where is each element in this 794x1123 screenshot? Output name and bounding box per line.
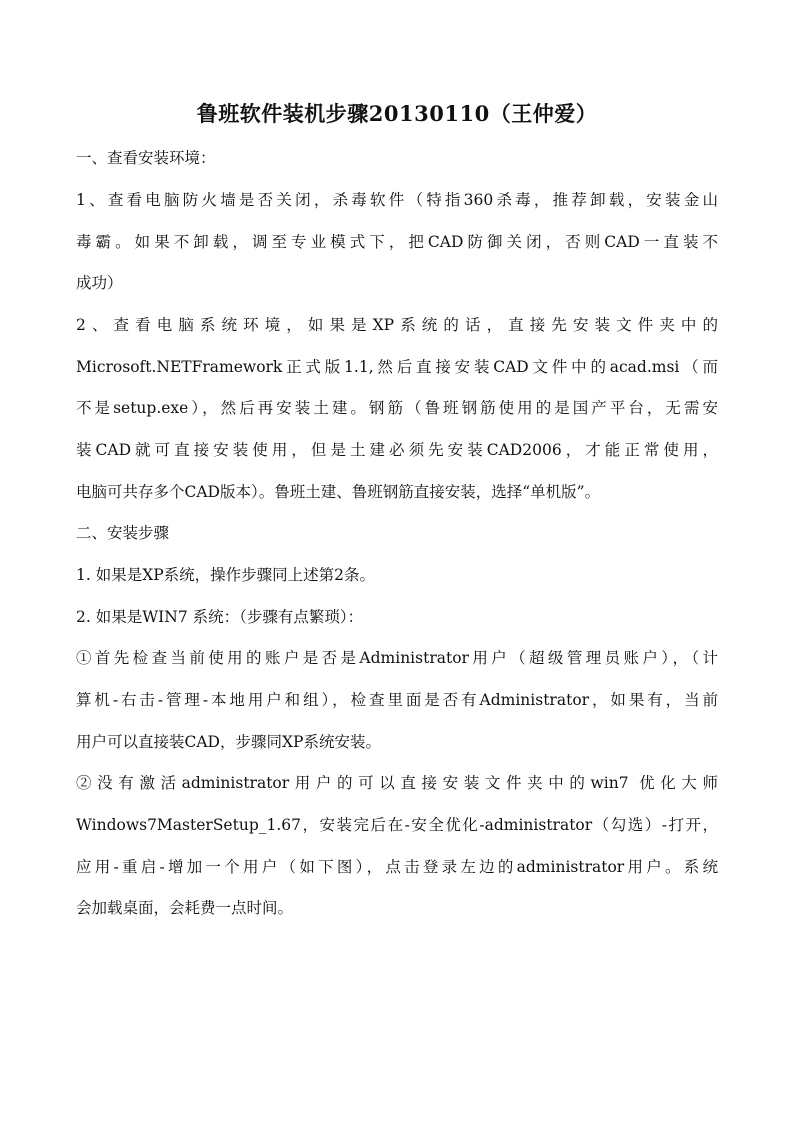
paragraph-line: Microsoft.NETFramework正式版1.1,然后直接安装CAD文件中的acad.msi（而 xyxy=(76,358,718,376)
paragraph-line: 会加载桌面，会耗费一点时间。 xyxy=(76,899,294,917)
step-item: 2. 如果是WIN7 系统：（步骤有点繁琐）： xyxy=(76,608,364,626)
paragraph-line: 装CAD就可直接安装使用，但是土建必须先安装CAD2006，才能正常使用， xyxy=(76,441,718,459)
paragraph-line: 算机-右击-管理-本地用户和组），检查里面是否有Administrator，如果有，当前 xyxy=(76,691,718,709)
paragraph-line: 不是setup.exe），然后再安装土建。钢筋（鲁班钢筋使用的是国产平台，无需安 xyxy=(76,399,718,417)
paragraph-line: 电脑可共存多个CAD版本）。鲁班土建、鲁班钢筋直接安装，选择“单机版”。 xyxy=(76,483,601,501)
paragraph-line: 毒霸。如果不卸载，调至专业模式下，把CAD防御关闭，否则CAD一直装不 xyxy=(76,233,718,251)
paragraph-line: 1、查看电脑防火墙是否关闭，杀毒软件（特指360杀毒，推荐卸载，安装金山 xyxy=(76,191,718,209)
document-title: 鲁班软件装机步骤20130110（王仲爱） xyxy=(196,101,598,126)
step-item: 1. 如果是XP系统，操作步骤同上述第2条。 xyxy=(76,566,376,584)
paragraph-line: 2、查看电脑系统环境，如果是XP系统的话，直接先安装文件夹中的 xyxy=(76,316,718,334)
paragraph-line: Windows7MasterSetup_1.67，安装完后在-安全优化-administrator（勾选）-打开， xyxy=(76,816,718,834)
paragraph-line: ②没有激活administrator用户的可以直接安装文件夹中的win7 优化大师 xyxy=(76,774,718,792)
paragraph-line: 成功） xyxy=(76,274,123,292)
paragraph-line: ①首先检查当前使用的账户是否是Administrator用户（超级管理员账户），（计 xyxy=(76,649,718,667)
paragraph-line: 用户可以直接装CAD，步骤同XP系统安装。 xyxy=(76,733,381,751)
paragraph-line: 应用-重启-增加一个用户（如下图），点击登录左边的administrator用户。系统 xyxy=(76,858,718,876)
section-heading-steps: 二、安装步骤 xyxy=(76,524,170,542)
section-heading-environment: 一、查看安装环境： xyxy=(76,149,216,167)
